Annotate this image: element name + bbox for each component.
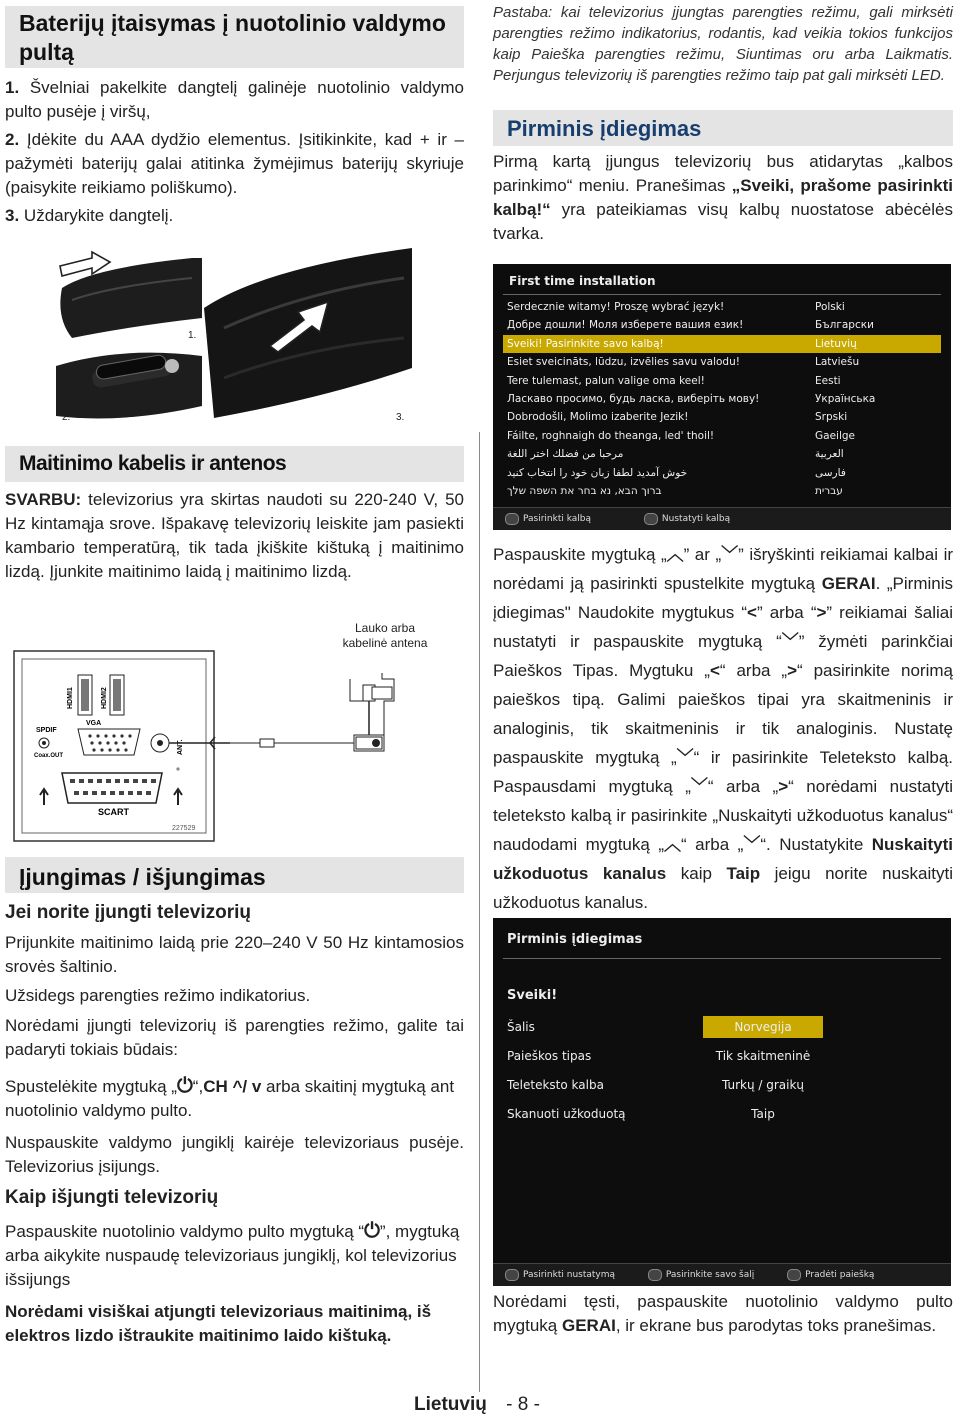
onoff-p5: Nuspauskite valdymo jungiklį kairėje televizoriaus pusėje. Televizorius įsijungs. <box>5 1133 464 1176</box>
power-heading-box <box>5 446 464 482</box>
step-3: 3. Uždarykite dangtelį. <box>5 206 174 225</box>
language-greeting: Serdecznie witamy! Proszę wybrać język! <box>507 301 725 313</box>
antenna-label: Lauko arba kabelinė antena <box>342 621 428 650</box>
language-name: Polski <box>815 301 845 313</box>
setup-screen-welcome: Sveiki! <box>507 988 558 1003</box>
language-row[interactable] <box>503 335 941 353</box>
power-important: SVARBU: televizorius yra skirtas naudoti su 220-240 V, 50 Hz kintamąja srove. Išpakavę televizorių leiskite jam pasiekti kambario temperatūrą, tik tada įkiškite kištuką į maitinimo lizdą. Įjunkite maitinimo laidą į maitinimo lizdą. <box>5 490 464 581</box>
setup-value[interactable]: Turkų / graikų <box>721 1078 805 1092</box>
language-name: Srpski <box>815 411 848 424</box>
down-arrow-icon-3: ﹀ <box>676 748 694 767</box>
scart-label: SCART <box>98 807 129 817</box>
hdmi2-label: HDMI2 <box>101 687 108 709</box>
battery-photo-2 <box>52 346 202 426</box>
language-greeting: خوش آمدید لطفا زبان خود را انتخاب کنید <box>507 466 688 479</box>
install-intro: Pirmą kartą įjungus televizorių bus atidarytas „kalbos parinkimo“ meniu. Pranešimas „Sveiki, prašome pasirinkti kalbą!“ yra pateikiamas visų kalbų nuostatose abėcėlės tvarka. <box>493 152 953 243</box>
down-arrow-icon-2: ﹀ <box>781 632 799 651</box>
hdmi1-label: HDMI1 <box>67 687 74 709</box>
standby-note: Pastaba: kai televizorius įjungtas parengties režimu, gali mirksėti parengties režimo indikatorius, rodantis, kad veikia tokios funkcijos kaip Paieška parengties režimu, Siuntimas oru arba Laikmatis. Perjungus televizorių iš parengties režimo taip pat gali mirksėti LED. <box>493 4 953 84</box>
language-name: فارسی <box>815 466 846 479</box>
right-arrow-icon-3: > <box>778 777 789 796</box>
language-row[interactable] <box>503 298 941 316</box>
language-screen <box>493 264 951 530</box>
setup-value[interactable]: Tik skaitmeninė <box>715 1049 811 1063</box>
language-name: العربية <box>815 448 844 461</box>
photo-label-1: 1. <box>188 330 197 341</box>
down-arrow-icon-4: ﹀ <box>690 777 708 796</box>
left-arrow-icon-2: < <box>709 661 720 680</box>
setup-row[interactable] <box>503 1045 941 1067</box>
photo-label-3: 3. <box>396 412 405 423</box>
battery-steps <box>5 76 464 228</box>
onoff-body <box>5 900 464 1348</box>
up-arrow-icon-2: ︿ <box>664 835 682 854</box>
page-number: - 8 - <box>506 1394 540 1415</box>
setup-label: Paieškos tipas <box>507 1049 592 1063</box>
setup-label: Skanuoti užkoduotą <box>507 1107 626 1121</box>
language-name: Lietuvių <box>815 337 857 350</box>
language-row[interactable] <box>503 316 941 334</box>
language-greeting: Sveiki! Pasirinkite savo kalbą! <box>507 337 664 350</box>
onoff-p1: Prijunkite maitinimo laidą prie 220–240 V 50 Hz kintamosios srovės šaltinio. <box>5 933 464 976</box>
column-divider <box>479 432 480 1392</box>
onoff-heading-box <box>5 857 464 893</box>
ant-label: ANT. <box>177 739 184 755</box>
closing-text: Norėdami tęsti, paspauskite nuotolinio valdymo pulto mygtuką GERAI, ir ekrane bus parodytas toks pranešimas. <box>493 1292 953 1335</box>
language-name: Українська <box>815 393 876 405</box>
language-row[interactable] <box>503 482 941 500</box>
setup-label: Šalis <box>507 1020 535 1034</box>
power-icon-2: ⏻ <box>364 1220 380 1242</box>
diagram-code: 227529 <box>172 825 196 832</box>
setup-screen-footer: Pasirinkti nustatymą Pasirinkite savo šalį Pradėti paiešką <box>493 1263 951 1286</box>
language-row[interactable] <box>503 445 941 463</box>
setup-row[interactable] <box>503 1074 941 1096</box>
setup-value[interactable]: Taip <box>751 1107 775 1121</box>
language-row[interactable] <box>503 427 941 445</box>
coax-label: Coax.OUT <box>34 753 64 759</box>
setup-row[interactable] <box>503 1016 941 1038</box>
batteries-heading: Baterijų įtaisymas į nuotolinio valdymo pultą <box>19 10 446 65</box>
footer-language: Lietuvių <box>414 1394 487 1415</box>
nav-key-icon-2 <box>505 1269 519 1281</box>
language-name: Latviešu <box>815 356 860 369</box>
right-arrow-icon-2: > <box>787 661 798 680</box>
language-name: עברית <box>815 485 843 497</box>
left-arrow-icon: < <box>747 603 757 622</box>
onoff-p6: Paspauskite nuotolinio valdymo pulto mygtuką “⏻”, mygtuką arba aikykite nuspaudę televizoriaus jungiklį, kol televizorius išsijungs <box>5 1220 460 1289</box>
right-arrow-icon: > <box>816 603 827 622</box>
down-arrow-icon-5: ﹀ <box>743 835 761 854</box>
install-instructions: Paspauskite mygtuką „︿” ar „﹀” išryškinti reikiamai kalbai ir norėdami ją pasirinkti spustelkite mygtuką GERAI. „Pirminis įdiegimas" Naudokite mygtukus “<” arba “>” reikiamai šaliai nustatyti ir paspauskite mygtuką “﹀” žymėti parinkčiai Paieškos Tipas. Mygtuku „<“ arba „>“ pasirinkite norimą paieškos tipą. Galimi paieškos tipai yra skaitmeninis ir analoginis, tik skaitmeninis ir tik analoginis. Nustatę paspauskite mygtuką „﹀“ ir pasirinkite Teleteksto kalbą. Paspausdami mygtuką „﹀“ arba „>“ norėdami nustatyti teleteksto kalbą ir pasirinkite „Nuskaityti užkoduotus kanalus“ naudodami mygtuką „︿“ arba „﹀“. Nustatykite Nuskaityti užkoduotus kanalus kaip Taip jeigu norite nuskaityti užkoduotus kanalus. <box>493 540 953 917</box>
language-name: Eesti <box>815 374 841 387</box>
setup-row[interactable] <box>503 1103 941 1125</box>
language-greeting: مرحبا من فضلك اختر اللغة <box>507 448 624 461</box>
language-greeting: Tere tulemast, palun valige oma keel! <box>507 374 705 387</box>
language-greeting: Dobrodošli, Molimo izaberite Jezik! <box>507 411 689 424</box>
up-arrow-icon: ︿ <box>666 545 684 564</box>
onoff-p4: Spustelėkite mygtuką „⏻“,CH ^/ v arba skaitinį mygtuką ant nuotolinio valdymo pulto. <box>5 1075 455 1120</box>
setup-screen-title: Pirminis įdiegimas <box>507 932 643 947</box>
connector-diagram <box>10 615 460 845</box>
language-greeting: Fáilte, roghnaigh do theanga, led' thoil! <box>507 429 715 442</box>
language-row[interactable] <box>503 353 941 371</box>
language-greeting: Ласкаво просимо, будь ласка, виберіть мову! <box>507 393 760 405</box>
step-2: 2. Įdėkite du AAA dydžio elementus. Įsitikinkite, kad + ir – pažymėti baterijų galai atitinka žymėjimus baterijų skyriuje (paisykite reikiamo poliškumo). <box>5 130 464 197</box>
setup-label: Teleteksto kalba <box>507 1078 604 1092</box>
install-heading: Pirminis įdiegimas <box>507 116 702 141</box>
language-row[interactable] <box>503 408 941 426</box>
batteries-heading-box <box>5 6 464 68</box>
language-greeting: Добре дошли! Моля изберете вашия език! <box>507 319 744 332</box>
lr-key-icon <box>648 1269 662 1281</box>
language-greeting: ברוך הבא, נא בחר את השפה שלך <box>507 485 662 497</box>
language-greeting: Esiet sveicināts, lūdzu, izvēlies savu valodu! <box>507 356 740 369</box>
nav-key-icon <box>505 513 519 525</box>
onoff-sub-off: Kaip išjungti televizorių <box>5 1187 219 1208</box>
battery-photo-1 <box>52 248 202 344</box>
onoff-p3: Norėdami įjungti televizorių iš parengties režimo, galite tai padaryti tokiais būdais: <box>5 1016 464 1059</box>
setup-value[interactable]: Norvegija <box>703 1016 823 1038</box>
language-name: Български <box>815 319 874 332</box>
photo-label-2: 2. <box>62 412 71 423</box>
onoff-p2: Užsidegs parengties režimo indikatorius. <box>5 986 311 1005</box>
install-heading-box <box>493 110 953 146</box>
spdif-label: SPDIF <box>36 727 57 734</box>
language-screen-footer: Pasirinkti kalbą Nustatyti kalbą <box>493 507 951 530</box>
vga-label: VGA <box>86 720 102 727</box>
setup-screen <box>493 918 951 1286</box>
ok-key-icon <box>644 513 658 525</box>
language-name: Gaeilge <box>815 429 855 442</box>
onoff-heading: Įjungimas / išjungimas <box>19 864 266 890</box>
down-arrow-icon: ﹀ <box>721 545 739 564</box>
onoff-sub-on: Jei norite įjungti televizorių <box>5 902 251 923</box>
language-row[interactable] <box>503 372 941 390</box>
power-heading: Maitinimo kabelis ir antenos <box>19 452 287 475</box>
battery-photo-3 <box>204 248 412 426</box>
language-row[interactable] <box>503 464 941 482</box>
page-footer <box>414 1393 540 1417</box>
language-row[interactable] <box>503 390 941 408</box>
onoff-p7: Norėdami visiškai atjungti televizoriaus maitinimą, iš elektros lizdo ištraukite maitinimo laido kištuką. <box>5 1302 432 1345</box>
power-icon: ⏻ <box>176 1075 193 1097</box>
ok-key-icon-2 <box>787 1269 801 1281</box>
step-1: 1. Švelniai pakelkite dangtelį galinėje nuotolinio valdymo pulto pusėje į viršų, <box>5 78 464 121</box>
language-screen-title: First time installation <box>509 274 656 288</box>
